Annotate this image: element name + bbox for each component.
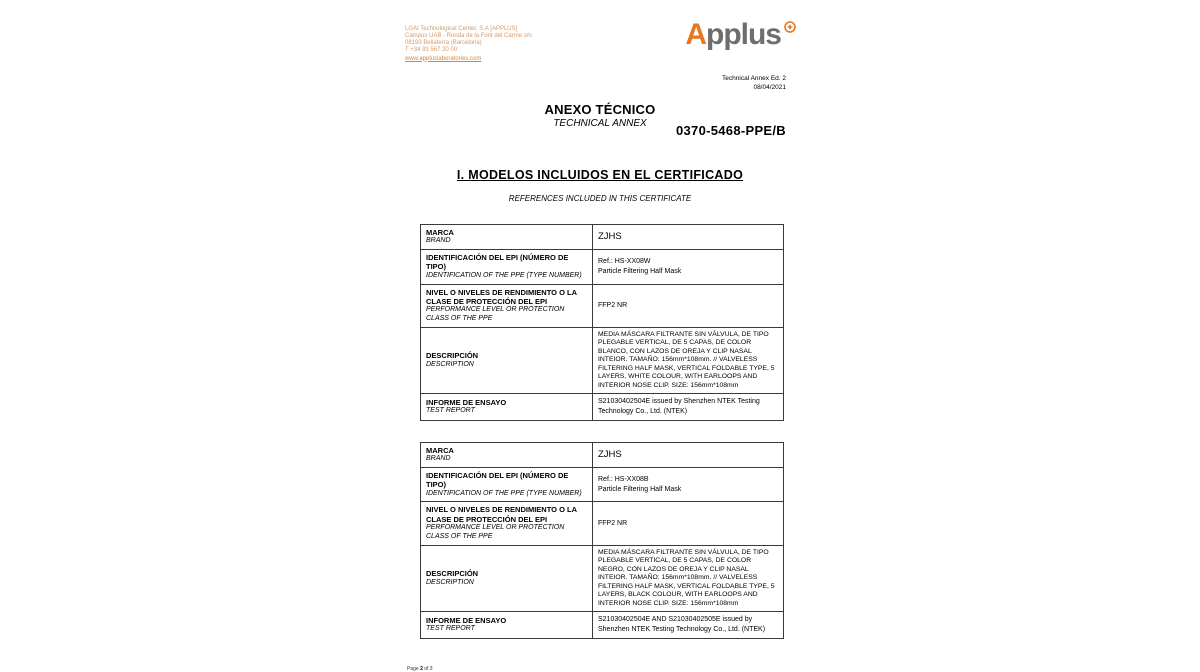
row-label-en: PERFORMANCE LEVEL OR PROTECTION CLASS OF THE PPE [426, 524, 565, 540]
table-row-description [421, 327, 784, 393]
row-value: FFP2 NR [598, 301, 628, 309]
table-row-brand [421, 442, 784, 467]
section-title-en: REFERENCES INCLUDED IN THIS CERTIFICATE [508, 193, 692, 203]
row-label-es: MARCA [426, 445, 454, 455]
document-header [404, 0, 796, 62]
row-value: Ref.: HS-XX08B [598, 475, 649, 483]
row-label-en: BRAND [426, 455, 451, 463]
document-title-en: TECHNICAL ANNEX [553, 117, 647, 129]
plus-circle-icon [784, 21, 796, 33]
row-label-en: DESCRIPTION [426, 578, 474, 586]
row-value: Ref.: HS-XX08W [598, 258, 651, 266]
address-line: T +34 93 567 20 00 [405, 46, 458, 53]
row-value: MEDIA MÁSCARA FILTRANTE SIN VÁLVULA, DE TIPO PLEGABLE VERTICAL, DE 5 CAPAS, DE COLOR BLANCO, CON LAZOS DE OREJA Y CLIP NASAL INTEIOR. TAMAÑO: 156mm*108mm. // VALVELESS FILTERING HALF MASK, VERTICAL FOLDABLE TYPE, 5 LAYERS, WHITE COLOUR, WITH EARLOOPS AND INTERIOR NOSE CLIP. SIZE: 156mm*108mm [598, 330, 775, 389]
row-label-en: PERFORMANCE LEVEL OR PROTECTION CLASS OF THE PPE [426, 306, 565, 323]
logo-text: pplus [706, 18, 781, 51]
row-label-es: DESCRIPCIÓN [426, 569, 479, 579]
address-line: Campus UAB - Ronda de la Font del Carme s/n [405, 32, 532, 39]
table-row-brand [421, 224, 784, 249]
table-row-performance [421, 284, 784, 327]
row-label-es: IDENTIFICACIÓN DEL EPI (NÚMERO DE TIPO) [426, 253, 569, 272]
footer-label: Page [407, 665, 419, 672]
company-address [405, 26, 532, 62]
row-value: MEDIA MÁSCARA FILTRANTE SIN VÁLVULA, DE TIPO PLEGABLE VERTICAL, DE 5 CAPAS, DE COLOR NEGRO, CON LAZOS DE OREJA Y CLIP NASAL INTEIOR. TAMAÑO: 156mm*108mm. // VALVELESS FILTERING HALF MASK, VERTICAL FOLDABLE TYPE, 5 LAYERS, BLACK COLOUR, WITH EARLOOPS AND INTERIOR NOSE CLIP. SIZE: 156mm*108mm [598, 548, 775, 607]
spec-table-2 [420, 442, 784, 639]
row-label-en: IDENTIFICATION OF THE PPE (TYPE NUMBER) [426, 271, 582, 279]
row-label-es: NIVEL O NIVELES DE RENDIMIENTO O LA CLASE DE PROTECCIÓN DEL EPI [426, 505, 577, 524]
row-label-es: NIVEL O NIVELES DE RENDIMIENTO O LA CLASE DE PROTECCIÓN DEL EPI [426, 287, 577, 306]
certificate-number: 0370-5468-PPE/B [675, 122, 786, 138]
page-footer [407, 666, 796, 672]
row-label-en: DESCRIPTION [426, 360, 474, 368]
section-title-es: I. MODELOS INCLUIDOS EN EL CERTIFICADO [456, 167, 744, 182]
table-row-identification [421, 250, 784, 285]
footer-suffix: of 3 [424, 665, 433, 672]
table-row-test-report [421, 612, 784, 639]
row-value: S21030402504E AND S21030402505E issued by Shenzhen NTEK Testing Technology Co., Ltd. (NTEK) [598, 616, 766, 633]
logo-letter-a: A [685, 18, 706, 51]
applus-logo [685, 18, 796, 51]
row-label-es: MARCA [426, 227, 454, 237]
website-link[interactable]: www.appluslaboratories.com [405, 55, 482, 62]
table-row-identification [421, 467, 784, 502]
row-value-2: Particle Filtering Half Mask [598, 267, 682, 275]
spec-table-1 [420, 224, 784, 421]
row-label-en: TEST REPORT [426, 407, 475, 415]
annex-meta [404, 75, 796, 93]
footer-page-number: 2 [420, 665, 423, 672]
title-block [404, 102, 796, 140]
table-row-description [421, 545, 784, 611]
document-title-es: ANEXO TÉCNICO [544, 101, 656, 117]
annex-date: 08/04/2021 [753, 84, 786, 92]
row-label-en: BRAND [426, 237, 451, 245]
row-value: S21030402504E issued by Shenzhen NTEK Testing Technology Co., Ltd. (NTEK) [598, 398, 760, 416]
row-label-es: DESCRIPCIÓN [426, 351, 479, 361]
row-label-es: INFORME DE ENSAYO [426, 615, 507, 625]
row-value: ZJHS [598, 449, 622, 461]
row-value: FFP2 NR [598, 519, 628, 527]
document-page [404, 0, 796, 672]
annex-edition: Technical Annex Ed. 2 [722, 75, 786, 83]
row-label-es: IDENTIFICACIÓN DEL EPI (NÚMERO DE TIPO) [426, 470, 569, 490]
row-value: ZJHS [598, 231, 622, 243]
row-value-2: Particle Filtering Half Mask [598, 485, 682, 493]
address-line: LGAI Technological Center, S.A [APPLUS] [405, 26, 518, 32]
table-row-test-report [421, 394, 784, 421]
table-row-performance [421, 502, 784, 545]
row-label-en: TEST REPORT [426, 625, 475, 633]
row-label-en: IDENTIFICATION OF THE PPE (TYPE NUMBER) [426, 489, 582, 497]
row-label-es: INFORME DE ENSAYO [426, 397, 507, 407]
address-line: 08193 Bellaterra (Barcelona) [405, 39, 482, 46]
